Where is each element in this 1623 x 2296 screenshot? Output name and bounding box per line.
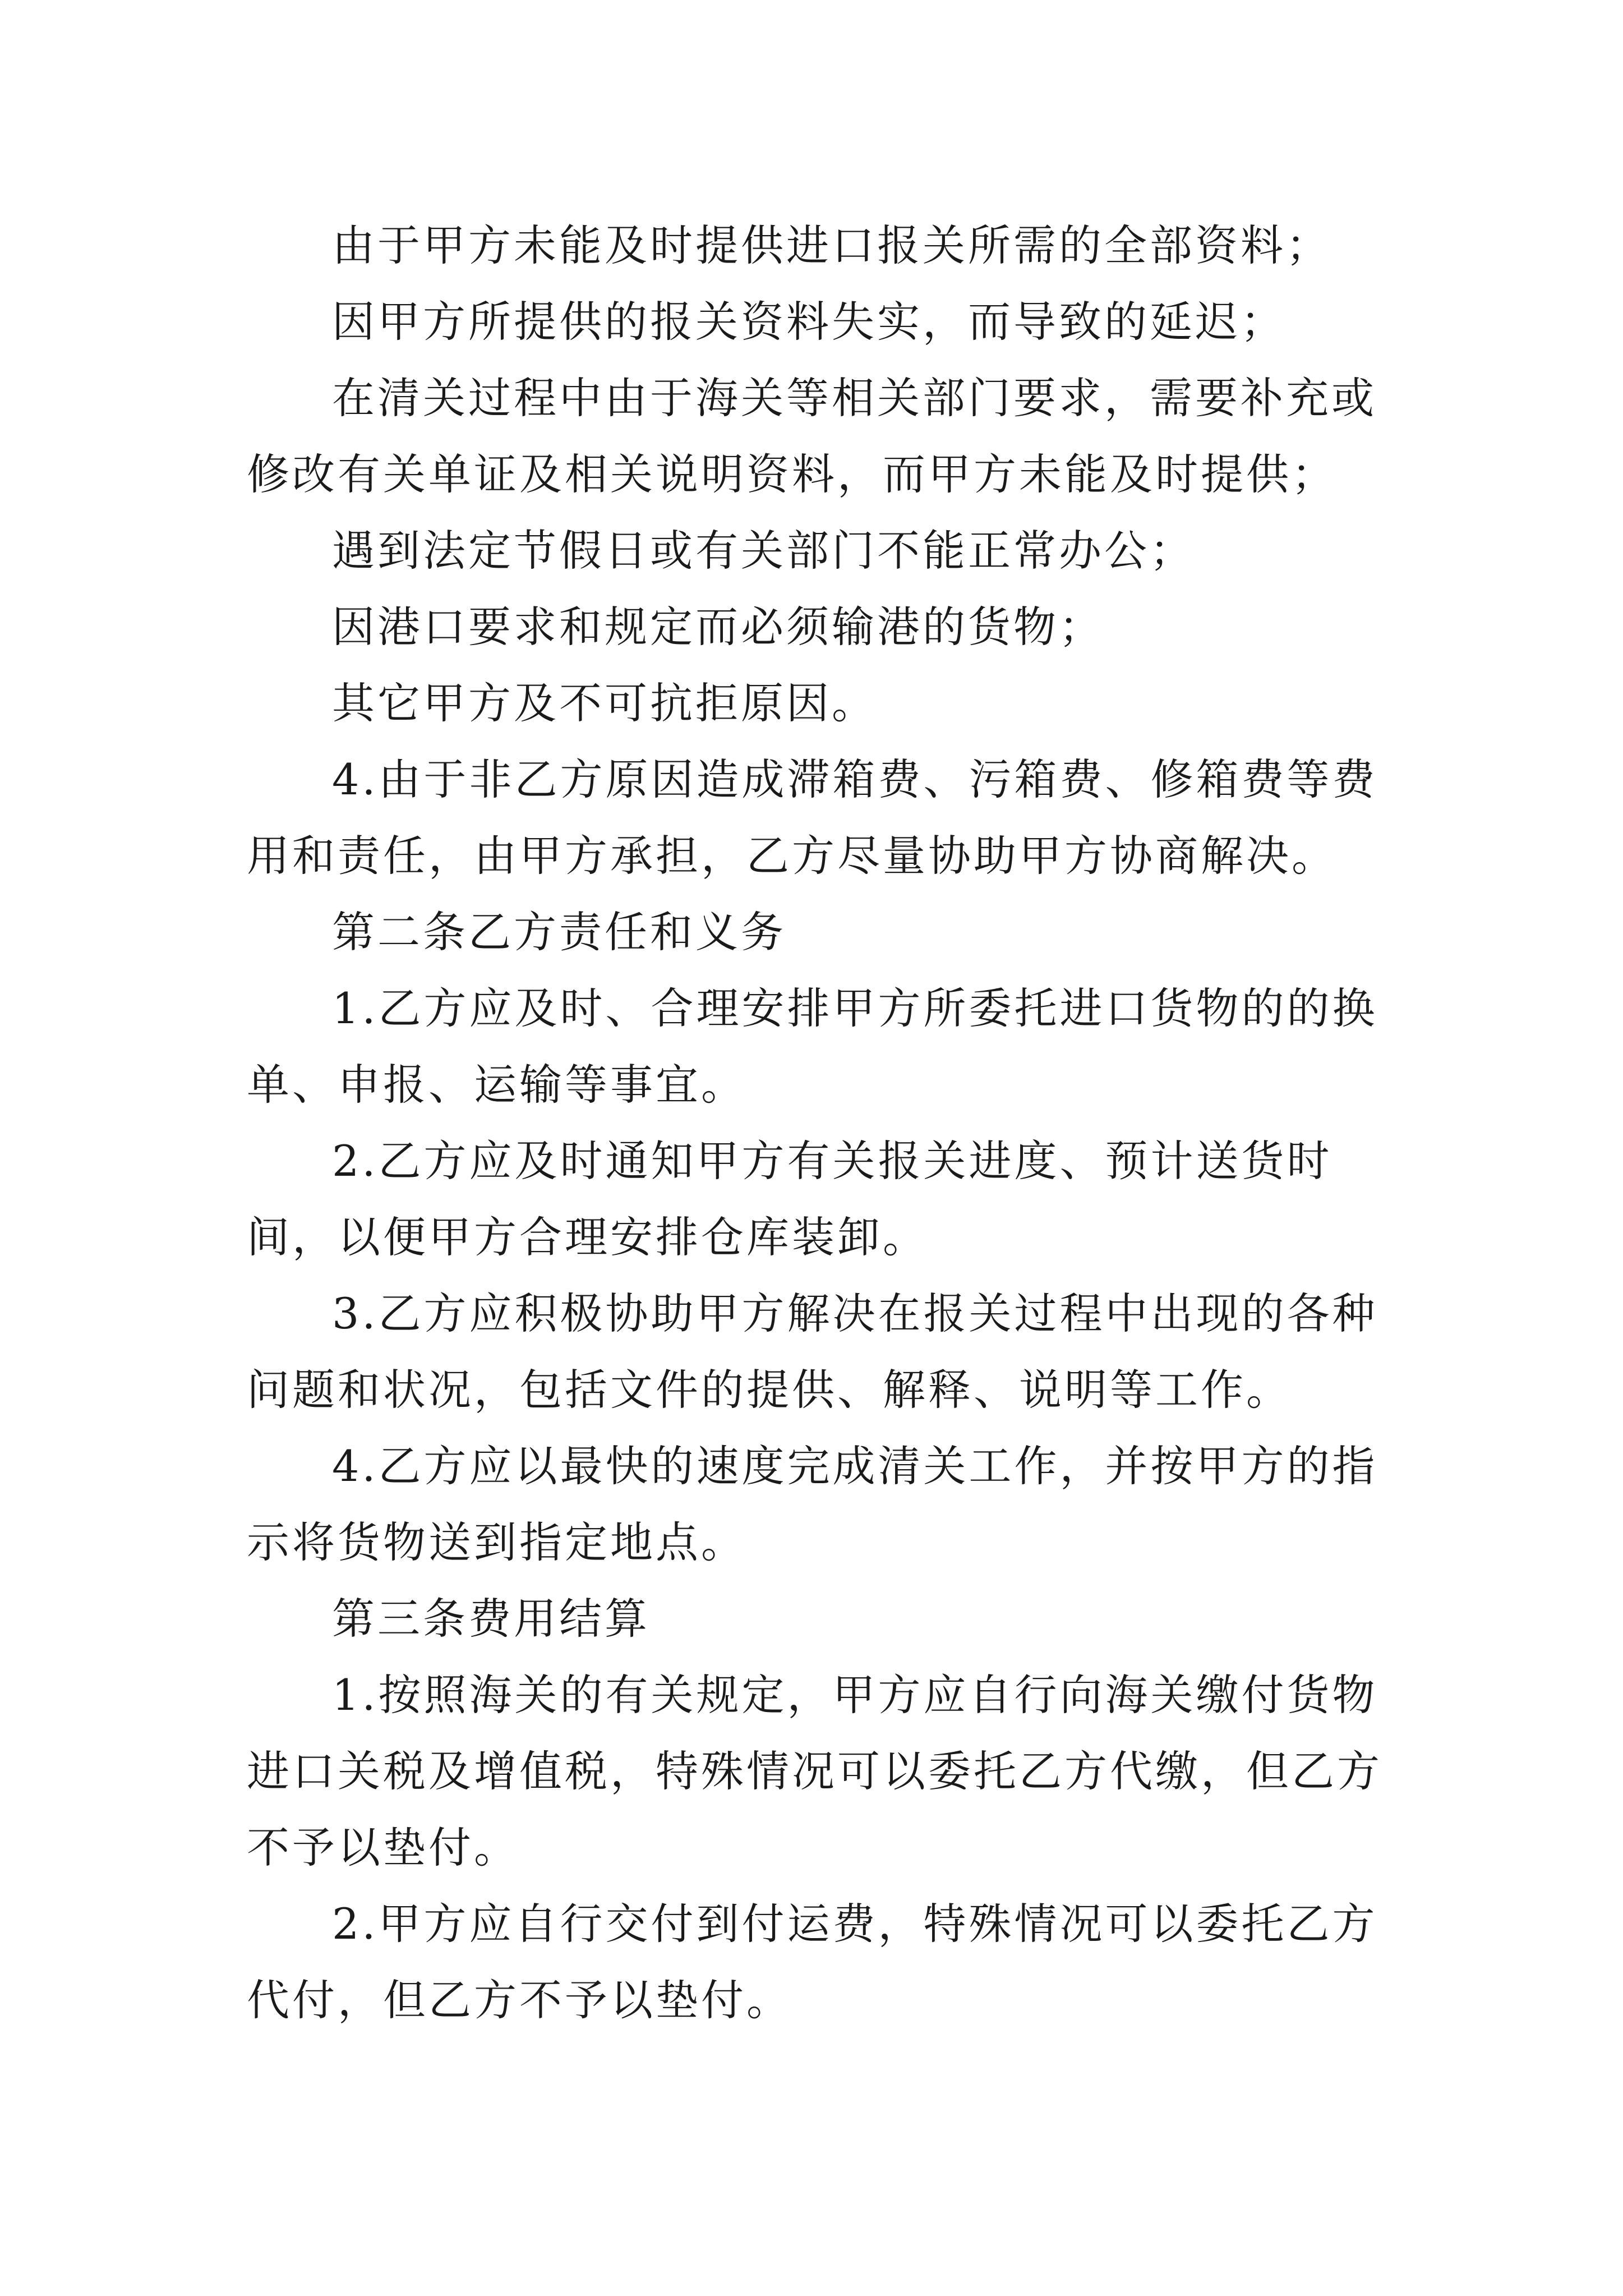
paragraph-article-2-item-2: 2.乙方应及时通知甲方有关报关进度、预计送货时间，以便甲方合理安排仓库装卸。 <box>247 1136 1332 1262</box>
paragraph-false-documents: 因甲方所提供的报关资料失实，而导致的延迟； <box>332 297 1286 347</box>
paragraph-port-requirements: 因港口要求和规定而必须输港的货物； <box>332 602 1104 652</box>
paragraph-article-2-item-3: 3.乙方应积极协助甲方解决在报关过程中出现的各种问题和状况，包括文件的提供、解释、说明等工作。 <box>247 1289 1378 1415</box>
paragraph-container-fees: 4.由于非乙方原因造成滞箱费、污箱费、修箱费等费用和责任，由甲方承担，乙方尽量协助甲方协商解决。 <box>247 754 1378 881</box>
heading-article-3: 第三条费用结算 <box>332 1594 650 1644</box>
paragraph-article-2-item-1: 1.乙方应及时、合理安排甲方所委托进口货物的的换单、申报、运输等事宜。 <box>247 983 1378 1110</box>
paragraph-customs-supplement: 在清关过程中由于海关等相关部门要求，需要补充或修改有关单证及相关说明资料，而甲方未能及时提供； <box>247 373 1377 499</box>
paragraph-article-2-item-4: 4.乙方应以最快的速度完成清关工作，并按甲方的指示将货物送到指定地点。 <box>247 1441 1378 1567</box>
paragraph-force-majeure: 其它甲方及不可抗拒原因。 <box>332 678 877 728</box>
paragraph-article-3-item-1: 1.按照海关的有关规定，甲方应自行向海关缴付货物进口关税及增值税，特殊情况可以委托乙方代缴，但乙方不予以垫付。 <box>247 1670 1382 1872</box>
paragraph-article-3-item-2: 2.甲方应自行交付到付运费，特殊情况可以委托乙方代付，但乙方不予以垫付。 <box>247 1899 1378 2025</box>
paragraph-holidays: 遇到法定节假日或有关部门不能正常办公； <box>332 526 1195 576</box>
document-body <box>247 208 1391 2039</box>
heading-article-2: 第二条乙方责任和义务 <box>332 907 786 957</box>
paragraph-incomplete-documents: 由于甲方未能及时提供进口报关所需的全部资料； <box>332 220 1331 270</box>
